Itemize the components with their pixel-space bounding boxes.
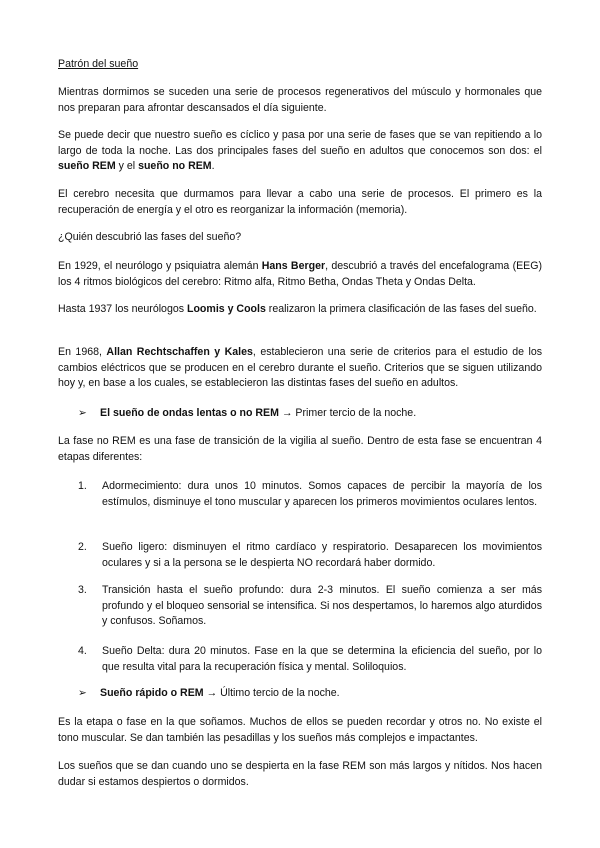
bullet-no-rem xyxy=(78,406,542,422)
list-item-number: 2. xyxy=(78,541,87,553)
paragraph-phases-text-2: y el xyxy=(115,160,139,173)
page-title: Patrón del sueño xyxy=(58,58,139,70)
paragraph-dreams: Los sueños que se dan cuando uno se despierta en la fase REM son más largos y nítidos. Nos hacen dudar si estamos despiertos o dormidos. xyxy=(58,760,542,788)
name-hans-berger: Hans Berger xyxy=(261,260,326,272)
paragraph-no-rem: La fase no REM es una fase de transición de la vigilia al sueño. Dentro de esta fase se encuentran 4 etapas diferentes: xyxy=(58,435,542,463)
arrow-bullet-icon: ➢ xyxy=(78,687,87,699)
list-item-text: Transición hasta el sueño profundo: dura 2-3 minutos. El sueño comienza a ser más profundo y el bloqueo sensorial se intensifica. Si nos despertamos, lo haremos algo aturdidos y confusos. Soñamos. xyxy=(102,584,542,628)
paragraph-berger-text-2: , descubrió a través del encefalograma (EEG) los 4 ritmos biológicos del cerebro: Ritmo alfa, Ritmo Betha, Ondas Theta y Ondas Delta. xyxy=(58,260,543,288)
list-item-text: Adormecimiento: dura unos 10 minutos. Somos capaces de percibir la mayoría de los estímulos, disminuye el tono muscular y aparecen los primeros movimientos oculares lentos. xyxy=(102,480,542,508)
paragraph-phases-text-1: Se puede decir que nuestro sueño es cíclico y pasa por una serie de fases que se van repitiendo a lo largo de toda la noche. Las dos principales fases del sueño en adultos que conocemos son dos: el xyxy=(58,129,542,157)
paragraph-berger-text-1: En 1929, el neurólogo y psiquiatra alemán xyxy=(58,260,262,272)
paragraph-phases xyxy=(58,128,542,175)
list-item-4 xyxy=(78,644,542,675)
paragraph-loomis xyxy=(58,302,542,318)
bullet-rem-title: Sueño rápido o REM xyxy=(100,687,204,699)
bullet-rem-text: → Último tercio de la noche. xyxy=(203,687,340,699)
paragraph-rem: Es la etapa o fase en la que soñamos. Muchos de ellos se pueden recordar y otros no. No existe el tono muscular. Se dan también las pesadillas y los sueños más complejos e impactantes. xyxy=(58,716,542,744)
name-rechtschaffen-kales: Allan Rechtschaffen y Kales xyxy=(106,346,253,358)
term-rem: sueño REM xyxy=(58,160,116,173)
paragraph-loomis-text-2: realizaron la primera clasificación de las fases del sueño. xyxy=(265,303,537,315)
paragraph-phases-text-3: . xyxy=(211,160,215,173)
list-item-2 xyxy=(78,540,542,571)
name-loomis-cools: Loomis y Cools xyxy=(186,303,266,315)
paragraph-loomis-text-1: Hasta 1937 los neurólogos xyxy=(58,303,187,315)
paragraph-berger xyxy=(58,259,542,290)
paragraph-rechtschaffen-text-1: En 1968, xyxy=(58,346,107,358)
list-item-1 xyxy=(78,479,542,510)
list-item-number: 1. xyxy=(78,480,87,492)
paragraph-rechtschaffen-text-2: , establecieron una serie de criterios para el estudio de los cambios eléctricos que se producen en el cerebro durante el sueño. Criterios que se siguen utilizando hoy y, en base a los cuales, se establecieron las distintas fases del sueño en adultos. xyxy=(58,346,543,390)
list-item-text: Sueño ligero: disminuyen el ritmo cardíaco y respiratorio. Desaparecen los movimientos oculares y si a la persona se le despierta NO recordará haber dormido. xyxy=(102,541,542,569)
paragraph-intro: Mientras dormimos se suceden una serie de procesos regenerativos del músculo y hormonales que nos preparan para afrontar descansados el día siguiente. xyxy=(58,86,542,114)
arrow-bullet-icon: ➢ xyxy=(78,407,87,419)
bullet-no-rem-title: El sueño de ondas lentas o no REM xyxy=(100,407,279,419)
bullet-rem xyxy=(78,686,542,702)
list-item-text: Sueño Delta: dura 20 minutos. Fase en la que se determina la eficiencia del sueño, por lo que resulta vital para la recuperación física y mental. Soliloquios. xyxy=(102,645,542,673)
paragraph-rechtschaffen xyxy=(58,345,542,392)
paragraph-brain: El cerebro necesita que durmamos para llevar a cabo una serie de procesos. El primero es la recuperación de energía y el otro es reorganizar la información (memoria). xyxy=(58,188,542,216)
list-item-number: 3. xyxy=(78,584,87,596)
list-item-number: 4. xyxy=(78,645,87,657)
bullet-no-rem-text: → Primer tercio de la noche. xyxy=(278,407,417,419)
paragraph-question: ¿Quién descubrió las fases del sueño? xyxy=(58,231,242,243)
term-no-rem: sueño no REM xyxy=(138,160,212,173)
list-item-3 xyxy=(78,583,542,630)
